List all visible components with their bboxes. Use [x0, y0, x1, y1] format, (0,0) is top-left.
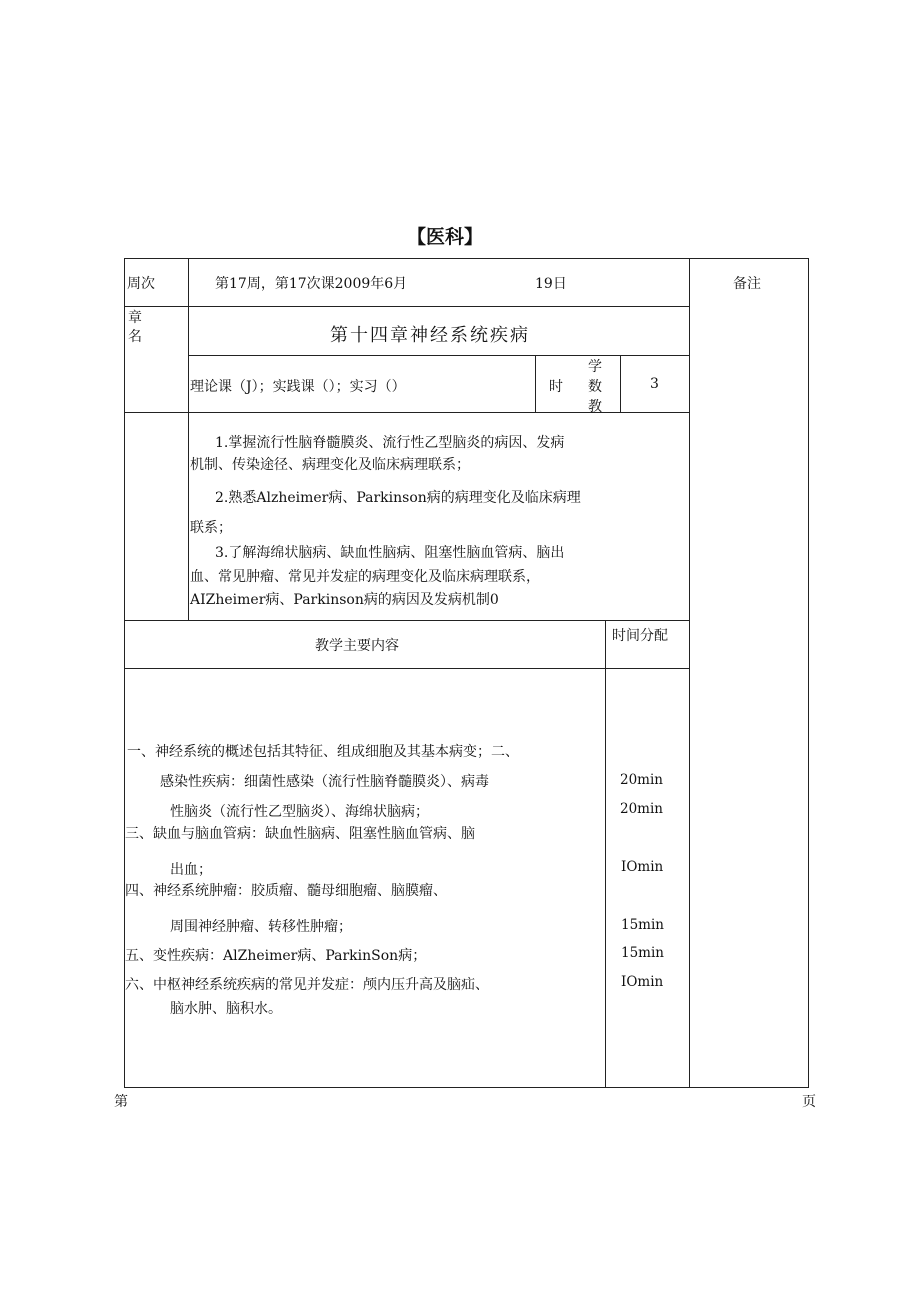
- time-value: IOmin: [621, 974, 664, 990]
- course-types: 理论课（J）；实践课（）；实习（）: [190, 379, 406, 395]
- objective-line: 机制、传染途径、病理变化及临床病理联系；: [190, 457, 470, 473]
- chapter-label-2: 名: [128, 329, 142, 345]
- time-allocation-label: 时间分配: [612, 628, 668, 644]
- hours-label-jiao: 教: [588, 399, 602, 415]
- hours-label-shu: 数: [588, 379, 602, 395]
- objective-line: 1.掌握流行性脑脊髓膜炎、流行性乙型脑炎的病因、发病: [215, 435, 565, 451]
- hours-value: 3: [650, 376, 659, 392]
- footer-left: 第: [114, 1094, 128, 1110]
- content-line: 脑水肿、脑积水。: [170, 1001, 282, 1017]
- chapter-label-1: 章: [128, 310, 142, 326]
- remarks-label: 备注: [733, 276, 761, 292]
- content-line: 六、中枢神经系统疾病的常见并发症：颅内压升高及脑疝、: [125, 977, 489, 993]
- content-line: 一、神经系统的概述包括其特征、组成细胞及其基本病变；二、: [127, 744, 519, 760]
- hours-label-shi: 时: [549, 379, 563, 395]
- page-title: 【医科】: [407, 226, 484, 248]
- main-content-label: 教学主要内容: [315, 638, 399, 654]
- time-value: 15min: [621, 917, 664, 933]
- objective-line: 联系；: [190, 520, 232, 536]
- objective-line: AIZheimer病、Parkinson病的病因及发病机制0: [190, 592, 499, 608]
- hours-label-xue: 学: [588, 359, 602, 375]
- time-value: 20min: [620, 772, 663, 788]
- content-line: 四、神经系统肿瘤：胶质瘤、髓母细胞瘤、脑膜瘤、: [125, 883, 447, 899]
- content-line: 周围神经肿瘤、转移性肿瘤；: [170, 919, 352, 935]
- time-value: 20min: [620, 801, 663, 817]
- time-value: IOmin: [621, 859, 664, 875]
- chapter-title: 第十四章神经系统疾病: [330, 325, 530, 346]
- footer-right: 页: [802, 1094, 816, 1110]
- time-value: 15min: [621, 945, 664, 961]
- objective-line: 血、常见肿瘤、常见并发症的病理变化及临床病理联系，: [190, 569, 540, 585]
- day-text: 19日: [535, 276, 567, 292]
- objective-line: 3.了解海绵状脑病、缺血性脑病、阻塞性脑血管病、脑出: [215, 545, 565, 561]
- week-label: 周次: [127, 276, 155, 292]
- content-line: 性脑炎（流行性乙型脑炎）、海绵状脑病；: [170, 804, 429, 820]
- content-line: 三、缺血与脑血管病：缺血性脑病、阻塞性脑血管病、脑: [125, 826, 475, 842]
- content-line: 出血；: [170, 862, 212, 878]
- content-line: 感染性疾病：细菌性感染（流行性脑脊髓膜炎）、病毒: [160, 774, 489, 790]
- objective-line: 2.熟悉Alzheimer病、Parkinson病的病理变化及临床病理: [215, 490, 581, 506]
- week-text: 第17周，第17次课2009年6月: [215, 276, 408, 292]
- content-line: 五、变性疾病：AlZheimer病、ParkinSon病；: [125, 948, 427, 964]
